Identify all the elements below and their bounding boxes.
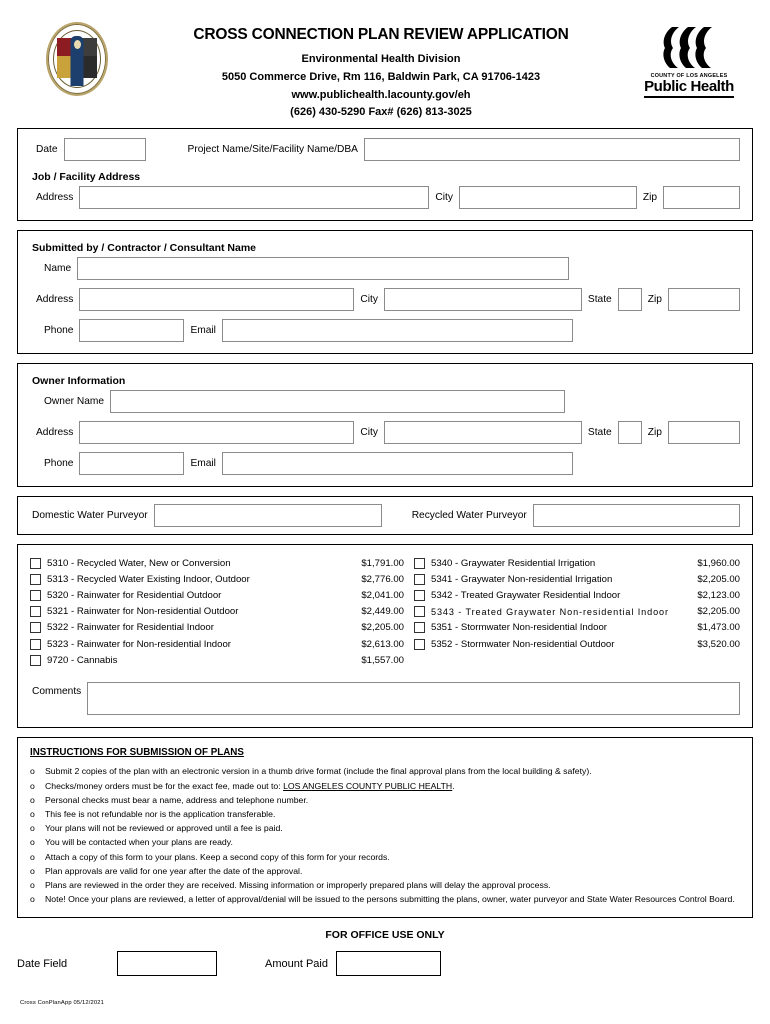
bullet-icon: o <box>30 837 35 848</box>
fee-label: 9720 - Cannabis <box>47 654 118 666</box>
submitter-city-input[interactable] <box>384 288 582 311</box>
submitter-address-input[interactable] <box>79 288 354 311</box>
fee-price: $2,205.00 <box>697 606 740 618</box>
instruction-item <box>30 893 740 906</box>
instruction-text: Plans are reviewed in the order they are received. Missing information or improperly prepared plans will delay the approval process. <box>45 879 551 890</box>
fee-row[interactable] <box>414 555 740 571</box>
header-website: www.publichealth.lacounty.gov/eh <box>291 88 471 101</box>
submitter-address-label: Address <box>36 294 74 305</box>
domestic-purveyor-input[interactable] <box>154 504 382 527</box>
recycled-purveyor-label: Recycled Water Purveyor <box>411 510 527 521</box>
job-facility-address-title: Job / Facility Address <box>32 171 141 183</box>
office-date-input[interactable] <box>117 951 217 976</box>
fee-row[interactable] <box>414 620 740 636</box>
fee-selection-panel <box>17 544 753 728</box>
instruction-text: Submit 2 copies of the plan with an electronic version in a thumb drive format (include the final approval plans from the local building & safety). <box>45 766 592 777</box>
comments-row <box>30 682 740 715</box>
owner-email-label: Email <box>190 458 216 469</box>
checkbox-5313[interactable] <box>30 574 41 585</box>
fee-price: $1,791.00 <box>361 557 404 569</box>
instruction-item <box>30 822 740 835</box>
fee-row[interactable] <box>30 620 404 636</box>
recycled-purveyor-input[interactable] <box>533 504 740 527</box>
job-address-input[interactable] <box>79 186 429 209</box>
payee-name: LOS ANGELES COUNTY PUBLIC HEALTH <box>283 780 453 791</box>
fee-price: $2,041.00 <box>361 589 404 601</box>
instruction-item <box>30 808 740 821</box>
owner-name-row <box>30 390 740 413</box>
checkbox-5323[interactable] <box>30 639 41 650</box>
office-amount-label: Amount Paid <box>265 957 328 970</box>
fee-label: 5341 - Graywater Non-residential Irrigation <box>431 573 613 585</box>
fee-price: $2,776.00 <box>361 573 404 585</box>
job-facility-panel <box>17 128 753 221</box>
comments-label: Comments <box>32 686 82 698</box>
fee-row[interactable] <box>414 587 740 603</box>
fee-columns <box>30 555 740 668</box>
owner-phone-label: Phone <box>44 458 74 469</box>
project-name-input[interactable] <box>364 138 740 161</box>
public-health-logo <box>630 16 748 98</box>
instruction-text: Your plans will not be reviewed or approved until a fee is paid. <box>45 823 283 834</box>
submitter-city-label: City <box>360 294 378 305</box>
instruction-item <box>30 794 740 807</box>
submitter-zip-input[interactable] <box>668 288 740 311</box>
checkbox-5351[interactable] <box>414 622 425 633</box>
checkbox-5343[interactable] <box>414 606 425 617</box>
date-input[interactable] <box>64 138 146 161</box>
checkbox-5341[interactable] <box>414 574 425 585</box>
owner-name-label: Owner Name <box>44 396 105 407</box>
owner-city-input[interactable] <box>384 421 582 444</box>
public-health-faces-icon <box>658 24 720 70</box>
instruction-text: You will be contacted when your plans are ready. <box>45 837 233 848</box>
county-seal-icon <box>46 22 108 96</box>
submitted-by-title: Submitted by / Contractor / Consultant Name <box>32 242 257 254</box>
checkbox-5310[interactable] <box>30 558 41 569</box>
instructions-title: INSTRUCTIONS FOR SUBMISSION OF PLANS <box>30 747 244 759</box>
job-city-input[interactable] <box>459 186 637 209</box>
bullet-icon: o <box>30 865 35 876</box>
instruction-text: Note! Once your plans are reviewed, a letter of approval/denial will be issued to the persons submitting the plans, owner, water purveyor and State Water Resources Control Board. <box>45 894 735 905</box>
page-title: CROSS CONNECTION PLAN REVIEW APPLICATION <box>193 26 569 43</box>
fee-price: $1,557.00 <box>361 654 404 666</box>
fee-price: $2,205.00 <box>361 622 404 634</box>
owner-state-label: State <box>587 427 612 438</box>
bullet-icon: o <box>30 851 35 862</box>
instruction-item <box>30 879 740 892</box>
fee-label: 5321 - Rainwater for Non-residential Outdoor <box>47 606 239 618</box>
owner-address-input[interactable] <box>79 421 354 444</box>
fee-label: 5351 - Stormwater Non-residential Indoor <box>431 622 607 634</box>
submitter-phone-input[interactable] <box>79 319 184 342</box>
checkbox-5322[interactable] <box>30 622 41 633</box>
instruction-text: Attach a copy of this form to your plans. Keep a second copy of this form for your records. <box>45 851 390 862</box>
fee-row[interactable] <box>30 571 404 587</box>
office-use-row <box>0 951 770 976</box>
submitter-name-label: Name <box>44 263 72 274</box>
fee-label: 5343 - Treated Graywater Non-residential Indoor <box>431 606 669 617</box>
fee-price: $2,205.00 <box>697 573 740 585</box>
document-header <box>0 0 770 128</box>
owner-name-input[interactable] <box>110 390 565 413</box>
fee-row[interactable] <box>30 587 404 603</box>
fee-label: 5313 - Recycled Water Existing Indoor, Outdoor <box>47 573 250 585</box>
owner-state-input[interactable] <box>618 421 642 444</box>
fee-row[interactable] <box>30 555 404 571</box>
bullet-icon: o <box>30 780 35 791</box>
submitter-address-row <box>30 288 740 311</box>
domestic-purveyor-label: Domestic Water Purveyor <box>32 510 148 521</box>
project-name-label: Project Name/Site/Facility Name/DBA <box>187 144 358 155</box>
instruction-item <box>30 865 740 878</box>
purveyor-row <box>30 504 740 527</box>
county-seal-container <box>22 16 132 96</box>
fee-label: 5310 - Recycled Water, New or Conversion <box>47 557 231 569</box>
bullet-icon: o <box>30 794 35 805</box>
checkbox-5352[interactable] <box>414 639 425 650</box>
owner-information-title: Owner Information <box>32 375 126 387</box>
water-purveyor-panel <box>17 496 753 535</box>
submitter-state-input[interactable] <box>618 288 642 311</box>
owner-city-label: City <box>360 427 378 438</box>
instruction-text: This fee is not refundable nor is the application transferable. <box>45 808 276 819</box>
owner-address-label: Address <box>36 427 74 438</box>
logo-county-line: COUNTY OF LOS ANGELES <box>650 73 728 79</box>
submitter-name-row <box>30 257 740 280</box>
header-phone-fax: (626) 430-5290 Fax# (626) 813-3025 <box>290 106 472 119</box>
bullet-icon: o <box>30 808 35 819</box>
submitter-email-label: Email <box>190 325 216 336</box>
job-zip-label: Zip <box>642 192 658 203</box>
job-address-label: Address <box>36 192 74 203</box>
submitter-email-input[interactable] <box>222 319 573 342</box>
job-city-label: City <box>435 192 453 203</box>
logo-name: Public Health <box>644 79 734 98</box>
fee-label: 5320 - Rainwater for Residential Outdoor <box>47 589 222 601</box>
job-zip-input[interactable] <box>663 186 740 209</box>
fee-row[interactable] <box>30 652 404 668</box>
bullet-icon: o <box>30 766 35 777</box>
owner-address-row <box>30 421 740 444</box>
fee-price: $1,473.00 <box>697 622 740 634</box>
fee-label: 5340 - Graywater Residential Irrigation <box>431 557 596 569</box>
form-revision-code: Cross ConPlanApp 05/12/2021 <box>20 1000 104 1006</box>
fee-column-right <box>404 555 740 668</box>
fee-row[interactable] <box>414 571 740 587</box>
instruction-text: Plan approvals are valid for one year after the date of the approval. <box>45 865 303 876</box>
submitter-state-label: State <box>587 294 612 305</box>
instruction-item <box>30 836 740 849</box>
office-use-title: FOR OFFICE USE ONLY <box>325 929 445 942</box>
office-amount-input[interactable] <box>336 951 441 976</box>
checkbox-5320[interactable] <box>30 590 41 601</box>
submitter-zip-label: Zip <box>647 294 662 305</box>
bullet-icon: o <box>30 879 35 890</box>
instruction-text-payee: Checks/money orders must be for the exact fee, made out to: LOS ANGELES COUNTY PUBLIC HEALTH. <box>45 780 455 791</box>
instruction-text: Personal checks must bear a name, address and telephone number. <box>45 794 309 805</box>
date-label: Date <box>36 144 58 155</box>
instruction-item <box>30 765 740 778</box>
bullet-icon: o <box>30 894 35 905</box>
fee-row[interactable] <box>414 604 740 620</box>
seal-figure <box>71 36 84 86</box>
date-project-row <box>30 138 740 161</box>
fee-row[interactable] <box>30 604 404 620</box>
fee-label: 5342 - Treated Graywater Residential Indoor <box>431 589 621 601</box>
comments-input[interactable] <box>87 682 740 715</box>
owner-phone-input[interactable] <box>79 452 184 475</box>
fee-row[interactable] <box>30 636 404 652</box>
fee-price: $2,449.00 <box>361 606 404 618</box>
fee-price: $2,613.00 <box>361 638 404 650</box>
owner-information-panel <box>17 363 753 487</box>
instruction-item <box>30 851 740 864</box>
fee-label: 5323 - Rainwater for Non-residential Indoor <box>47 638 231 650</box>
checkbox-5321[interactable] <box>30 606 41 617</box>
header-text-block <box>132 16 630 122</box>
header-division: Environmental Health Division <box>301 53 461 65</box>
checkbox-5342[interactable] <box>414 590 425 601</box>
fee-label: 5352 - Stormwater Non-residential Outdoor <box>431 638 615 650</box>
checkbox-9720[interactable] <box>30 655 41 666</box>
owner-email-input[interactable] <box>222 452 573 475</box>
instructions-panel <box>17 737 753 918</box>
submitter-name-input[interactable] <box>77 257 569 280</box>
fee-column-left <box>30 555 404 668</box>
bullet-icon: o <box>30 823 35 834</box>
job-address-row <box>30 186 740 209</box>
fee-price: $3,520.00 <box>697 638 740 650</box>
instruction-item <box>30 780 740 793</box>
submitter-phone-row <box>30 319 740 342</box>
owner-zip-label: Zip <box>647 427 662 438</box>
fee-price: $2,123.00 <box>697 589 740 601</box>
owner-zip-input[interactable] <box>668 421 740 444</box>
fee-row[interactable] <box>414 636 740 652</box>
owner-phone-row <box>30 452 740 475</box>
header-address: 5050 Commerce Drive, Rm 116, Baldwin Park, CA 91706-1423 <box>221 70 541 83</box>
submitter-phone-label: Phone <box>44 325 74 336</box>
fee-label: 5322 - Rainwater for Residential Indoor <box>47 622 214 634</box>
office-date-label: Date Field <box>17 957 68 970</box>
checkbox-5340[interactable] <box>414 558 425 569</box>
submitted-by-panel <box>17 230 753 354</box>
fee-price: $1,960.00 <box>697 557 740 569</box>
